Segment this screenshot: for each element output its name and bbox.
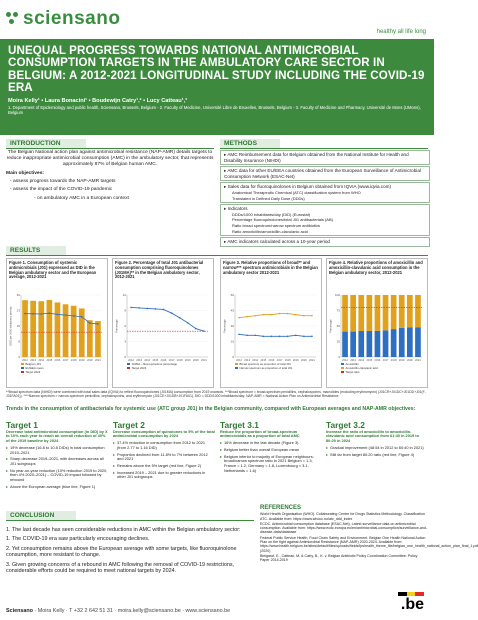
intro-paragraph: The Belgian National action plan against antimicrobial resistance (NAP-AMR) details targets to reduce inappropriate antimicrobial consumption (AMC) in the ambulatory sector, that represents approximately 87% of Belgian human AMC.	[6, 150, 214, 168]
legend-swatch	[341, 363, 344, 365]
figure-4-chart	[329, 291, 425, 383]
target-description: Reduce the proportion of broad-spectrum antimicrobials as a proportion of total AMC	[220, 428, 300, 439]
bar	[342, 332, 348, 357]
y-tick-label: 100	[334, 293, 340, 297]
objective-item: - on ambulatory AMC in a European context	[34, 196, 214, 202]
logo-dots-icon	[6, 12, 20, 26]
x-tick-label: 2012	[236, 359, 242, 362]
y-tick-label: 3	[124, 339, 126, 344]
target-finding: ▸ Increased 2019 – 2021 due to greater reductions in other J01 subgroups	[113, 471, 215, 480]
data-point	[263, 336, 265, 338]
section-results: RESULTS	[6, 246, 66, 255]
footer-org: Sciensano	[6, 608, 33, 614]
y-axis-label: DDD per 1000 inhabitants per day	[9, 306, 13, 346]
y-tick-label: 0	[338, 355, 340, 359]
target-1	[6, 420, 108, 491]
data-point	[295, 335, 297, 337]
x-tick-label: 2020	[86, 359, 93, 362]
objective-item: - assess the impact of the COVID-19 pandemic	[10, 187, 214, 193]
data-point	[238, 317, 240, 319]
x-tick-label: 2020	[406, 359, 413, 362]
y-tick-label: 0	[232, 355, 234, 359]
bar	[350, 295, 356, 332]
legend-swatch	[341, 371, 344, 373]
data-point	[130, 307, 132, 309]
divider	[6, 520, 254, 521]
y-tick-label: 8	[18, 339, 20, 344]
data-point	[287, 336, 289, 338]
affiliations: 1. Department of Epidemiology and public health, Sciensano, Brussels, Belgium - 2. Faculty of Medicine, Université Libre de Bruxelles, Brussels, Belgium - 3. Faculty of Medicine and Pharmacy, Université de Mons (UMons), Belgium	[8, 104, 421, 115]
series-line	[239, 334, 312, 336]
data-point	[263, 314, 265, 316]
data-point	[279, 336, 281, 338]
data-point	[295, 314, 297, 316]
target-title: Target 3.2	[326, 420, 365, 430]
section-introduction: INTRODUCTION	[6, 139, 86, 148]
bar	[55, 302, 61, 357]
data-point	[163, 309, 165, 311]
bar	[350, 332, 356, 357]
legend-swatch	[21, 363, 24, 365]
y-axis-label: Percentage	[329, 319, 333, 333]
methods-subitem: Percentage fluoroquinolones/total J01 antibacterials (AB)	[232, 217, 333, 223]
bar	[87, 320, 93, 357]
data-point	[311, 336, 313, 338]
x-tick-label: 2013	[244, 359, 251, 362]
bar	[367, 331, 373, 357]
legend-label: EU/EEA mean	[25, 366, 44, 370]
data-point	[303, 336, 305, 338]
bar	[391, 329, 397, 357]
authors: Moira Kelly¹ • Laura Bonacini¹ • Boudewijn Catry¹,² • Lucy Catteau¹,³	[8, 97, 187, 104]
bar	[63, 304, 69, 357]
bar	[407, 295, 413, 327]
x-tick-label: 2014	[38, 359, 45, 362]
figure-4	[326, 258, 428, 388]
x-tick-label: 2019	[292, 359, 299, 362]
bar	[375, 295, 381, 331]
methods-subitem: Anatomical Therapeutic Chemical (ATC) classification system from WHO	[232, 189, 361, 195]
data-point	[89, 322, 91, 324]
y-tick-label: 25	[336, 339, 340, 344]
data-point	[138, 307, 140, 309]
data-point	[81, 316, 83, 318]
x-tick-label: 2017	[382, 359, 389, 362]
sciensano-logo	[6, 8, 120, 30]
target-description: Increase the ratio of amoxicillin to amoxicillin-clavulanic acid consumption from 61:40 in 2019 to 80:20 in 2024	[326, 428, 419, 444]
bar	[391, 295, 397, 329]
methods-item: ▸ AMC indicators calculated across a 10-year period	[220, 237, 430, 247]
divider	[6, 255, 428, 256]
methods-subitem: DDDs/1000 inhabitants/day (DID) (Eurostat)	[232, 211, 311, 217]
bar	[415, 295, 421, 327]
data-point	[271, 314, 273, 316]
reference-item: Bielgarot, E., Catteau, M. & Catry, B., K. v. Belgian Antibiotic Policy Coordination Committee. Policy Paper 2014-2019	[260, 553, 418, 563]
figure-2-chart	[115, 291, 211, 383]
data-point	[271, 336, 273, 338]
conclusion-item: 1. The COVID-19 era saw particularly encouraging declines.	[6, 536, 150, 543]
x-tick-label: 2021	[95, 359, 101, 362]
conclusion-body	[6, 524, 254, 577]
figure-1	[6, 258, 108, 388]
legend-label: Belgium J01	[25, 362, 41, 366]
logo-text: sciensano	[23, 8, 121, 29]
x-tick-label: 2014	[144, 359, 151, 362]
target-finding: ▸ Sharp decrease 2019–2021, with decreases across all J01 subgroups	[6, 457, 108, 466]
data-point	[155, 308, 157, 310]
target-description: Decrease consumption of quinolones to 5% of the total antimicrobial consumption by 2024	[113, 428, 215, 439]
x-tick-label: 2012	[128, 359, 134, 362]
series-line	[131, 307, 204, 331]
x-tick-label: 2013	[136, 359, 143, 362]
x-tick-label: 2020	[192, 359, 199, 362]
y-tick-label: 75	[336, 308, 340, 313]
data-point	[246, 335, 248, 337]
methods-subitem: Ratio broad spectrum/narrow spectrum antibiotics	[232, 222, 321, 228]
y-tick-label: 0	[124, 355, 126, 359]
section-conclusion: CONCLUSION	[6, 511, 76, 520]
y-tick-label: 45	[230, 308, 234, 313]
bar	[71, 306, 77, 357]
x-tick-label: 2018	[390, 359, 397, 362]
legend-label: Target 2024	[25, 370, 41, 374]
footer-contact: · Moira Kelly · T +32 2 642 51 31 · moira.kelly@sciensano.be · www.sciensano.be	[32, 608, 231, 614]
series-line	[239, 314, 312, 318]
methods-item: ▸ AMC Reimbursement data for Belgium obtained from the National Institute for Health and Disability Insurance (NIHDI)	[220, 150, 430, 165]
methods-item: ▸ Sales data for fluoroquinolones in Belgium obtained from IQVIA (www.iqvia.com) Anatomical Therapeutic Chemical (ATC) classification system from WHO Translated in Defined Daily Dose (DDDs)	[220, 182, 430, 203]
target-3-2	[326, 420, 428, 459]
x-tick-label: 2018	[284, 359, 291, 362]
bar	[367, 295, 373, 331]
objective-item: - assess progress towards the NAP-AMR targets	[10, 179, 214, 185]
x-tick-label: 2013	[350, 359, 357, 362]
data-point	[24, 313, 26, 315]
data-point	[73, 315, 75, 317]
target-finding: ▸ 19% decrease (16.8 to 10.8 DIDs) in total consumption 2019–2021	[6, 446, 108, 455]
references-title: REFERENCES	[260, 505, 302, 511]
legend-swatch	[21, 371, 24, 373]
methods-item: ▸ AMC data for other EU/EEA countries obtained from the European Surveillance of Antimicrobial Consumption Network (ESAC-Net)	[220, 166, 430, 181]
y-tick-label: 15	[230, 339, 234, 344]
target-finding: ▸ 16% decrease in the last decade (Figure 3)	[220, 441, 322, 446]
x-tick-label: 2015	[366, 359, 373, 362]
data-point	[32, 313, 34, 315]
x-tick-label: 2018	[176, 359, 183, 362]
tagline: healthy all life long	[376, 29, 426, 35]
divider	[6, 148, 214, 149]
x-tick-label: 2017	[168, 359, 175, 362]
data-point	[187, 322, 189, 324]
introduction-body	[6, 150, 214, 204]
reference-item: ECDC. Antimicrobial consumption database (ESAC-Net). Latest surveillance data on antimicrobial consumption. Available from: https://www.ecdc.europa.eu/en/antimicrobial-consumption/surveillance-and-disease-data/database	[260, 521, 428, 535]
target-finding: ▸ Belgium better than overall European mean	[220, 448, 322, 453]
x-tick-label: 2021	[415, 359, 421, 362]
legend-label: Amoxicillin	[345, 362, 359, 366]
bar	[47, 300, 53, 357]
data-point	[238, 333, 240, 335]
target-finding: ▸ Above the European average (blue line, Figure 1)	[6, 485, 108, 490]
data-point	[311, 315, 313, 317]
x-tick-label: 2021	[309, 359, 315, 362]
target-finding: ▸ Belgium inferior to majority of European neighbours: broad/narrow spectrum ratio in 2021 Belgium = 1.3, France = 1.2, Germany = 1.8, Luxembourg = 3.1, Netherlands = 1.6)	[220, 455, 322, 474]
target-finding: ▸ Gradual improvement (48:54 in 2012 to 60:40 in 2021)	[326, 446, 428, 451]
divider	[220, 148, 428, 149]
legend-swatch	[127, 367, 130, 369]
conclusion-item: 1. The last decade has seen considerable reductions in AMC within the Belgian ambulatory sector:	[6, 527, 241, 533]
bar	[383, 295, 389, 330]
target-finding: ▸ Still far from target 80:20 ratio (red line, Figure 4)	[326, 453, 428, 458]
y-tick-label: 15	[16, 324, 20, 328]
legend-label: Target ratio	[345, 370, 360, 374]
y-tick-label: 9	[124, 308, 126, 313]
legend-swatch	[235, 367, 238, 369]
target-finding: ▸ Remains above the 5% target (red line, Figure 2)	[113, 464, 215, 469]
bar	[79, 308, 85, 357]
section-methods: METHODS	[220, 139, 280, 148]
target-description: Decrease total antimicrobial consumption (in DID) by X to 10% each year to reach an overall reduction of 40% of the 2019 baseline by 2024	[6, 428, 108, 444]
x-tick-label: 2013	[30, 359, 37, 362]
y-tick-label: 60	[230, 293, 234, 297]
title-band	[0, 39, 434, 135]
bar	[415, 327, 421, 357]
x-tick-label: 2017	[62, 359, 69, 362]
bar	[358, 295, 364, 331]
figure-caption: Figure 4. Relative proportions of amoxicillin and amoxicillin-clavulanic acid consumption in the Belgian ambulatory sector, 2012-2021	[329, 260, 423, 275]
legend-swatch	[341, 367, 344, 369]
legend-swatch	[235, 363, 238, 365]
data-point	[40, 313, 42, 315]
legend-swatch	[21, 367, 24, 369]
trends-heading: Trends in the consumption of antibacterials for systemic use (ATC group J01) in the Belgian community, compared with European averages and NAP-AMR objectives:	[6, 406, 416, 412]
x-tick-label: 2016	[160, 359, 167, 362]
references	[260, 505, 478, 564]
conclusion-item: 3. Given growing concerns of a rebound in AMC following the removal of COVID-19 restrictions, considerable efforts could be required to meet national targets by 2024.	[6, 561, 235, 575]
header	[0, 0, 434, 38]
methods-subitem: Ratio amoxicillin/amoxicillin-clavulanic acid	[232, 228, 308, 234]
bar	[22, 300, 28, 357]
data-point	[97, 323, 99, 325]
figure-2	[112, 258, 214, 388]
be-badge: .be	[400, 596, 424, 613]
target-finding: ▸ 37.4% reduction in consumption from 2012 to 2021 (from 2.77 to 1.16 DID)	[113, 441, 215, 450]
y-tick-label: 0	[18, 355, 20, 359]
y-tick-label: 6	[124, 324, 126, 328]
methods-body	[220, 150, 430, 248]
bar	[399, 295, 405, 328]
reference-item: Federal Public Service Health, Food Chain Safety and Environment. Belgian One Health National Action Plan on the fight against Antimicrobial Resistance (NAP-AMR) 2020-2024. Available from: https://www.health.belgium.be/sites/default/files/uploads/fields/fpshealth_theme_file/belgian_one_health_national_action_plan_final_1.pdf (2020)	[260, 535, 478, 553]
y-tick-label: 12	[122, 293, 126, 297]
conclusion-item: 2. Yet consumption remains above the European average with some targets, like fluoroquinolone consumption, more resistant to change.	[6, 545, 237, 559]
x-tick-label: 2016	[268, 359, 275, 362]
bar	[342, 295, 348, 332]
bar	[407, 327, 413, 357]
bar	[358, 331, 364, 357]
bar	[383, 330, 389, 357]
figure-3-chart	[223, 291, 319, 383]
x-tick-label: 2015	[260, 359, 267, 362]
reference-item: World Health Organisation (WHO). Collaborating Centre for Drugs Statistics Methodology. Classification ATC. Available from: https://www.whocc.no/atc_ddd_index	[260, 512, 425, 521]
target-title: Target 1	[6, 420, 38, 430]
x-tick-label: 2015	[46, 359, 53, 362]
target-title: Target 3.1	[220, 420, 259, 430]
target-2	[113, 420, 215, 482]
target-title: Target 2	[113, 420, 145, 430]
x-tick-label: 2015	[152, 359, 159, 362]
data-point	[254, 315, 256, 317]
x-tick-label: 2014	[252, 359, 259, 362]
figure-caption: Figure 1. Consumption of systemic antimicrobials (J01) expressed as DID in the Belgian ambulatory sector and the European average, 2012-2021	[9, 260, 97, 280]
bar	[38, 301, 44, 357]
target-finding: ▸ No year-on-year reduction (10% reduction 2019 to 2020, then 4% 2020–2021) – COVID-19 impact followed by rebound	[6, 469, 108, 483]
data-point	[287, 313, 289, 315]
y-tick-label: 30	[230, 324, 234, 328]
data-point	[146, 308, 148, 310]
footer	[0, 604, 434, 620]
legend-label: Narrow spectrum as proportion of total J01	[239, 366, 293, 370]
data-point	[246, 316, 248, 318]
x-tick-label: 2017	[276, 359, 283, 362]
data-point	[179, 317, 181, 319]
y-axis-label: Percentage	[115, 319, 119, 333]
figures-footnote: **Broad spectrum data (NIHDI) were combined with total sales data (IQVIA) to reflect fluoroquinolones (J01MA) consumption from 2019 onwards. ***Broad spectrum = broad-spectrum penicillins, cephalosporins, macrolides (excluding erythromycin) (J01CR+J01DC+J01DD+J01(F-J01FA01)). ****Narrow spectrum = narrow-spectrum penicillins, cephalosporins, and erythromycin (J01CE+J01DB+J01FA01). DID = DDD/1000 inhabitants/day; NAP-AMR = National Action Plan on Antimicrobial Resistance	[6, 390, 426, 398]
data-point	[303, 315, 305, 317]
x-tick-label: 2019	[184, 359, 191, 362]
bar	[399, 328, 405, 357]
target-finding: ▸ Proportion declined from 11.8% to 7% between 2012 and 2021	[113, 453, 215, 462]
target-3-1	[220, 420, 322, 475]
methods-item: ▸ Indicators DDDs/1000 inhabitants/day (DID) (Eurostat) Percentage fluoroquinolones/total J01 antibacterials (AB) Ratio broad spectrum/narrow spectrum antibiotics Ratio amoxicillin/amoxicillin-clavulanic acid	[220, 204, 430, 236]
x-tick-label: 2016	[374, 359, 381, 362]
legend-swatch	[127, 363, 130, 365]
legend-label: J01MA – fluoroquinolone percentage	[131, 362, 178, 366]
x-tick-label: 2019	[78, 359, 85, 362]
poster-title: UNEQUAL PROGRESS TOWARDS NATIONAL ANTIMICROBIAL CONSUMPTION TARGETS IN THE AMBULATORY CARE SECTOR IN BELGIUM: A 2012-2021 LONGITUDINAL STUDY INCLUDING THE COVID-19 ERA	[8, 44, 425, 95]
figure-caption: Figure 2. Percentage of total J01 antibacterial consumption comprising fluoroquinolones (J01MA)** in the Belgian ambulatory sector, 2012-2021	[115, 260, 204, 280]
y-tick-label: 50	[336, 324, 340, 328]
main-objectives-label: Main objectives:	[6, 171, 45, 177]
data-point	[57, 314, 59, 316]
y-axis-label: Percentage	[223, 319, 227, 333]
data-point	[65, 314, 67, 316]
data-point	[279, 313, 281, 315]
x-tick-label: 2016	[54, 359, 61, 362]
figure-caption: Figure 3. Relative proportions of broad** and narrow*** spectrum antimicrobials in the Belgian ambulatory sector 2012-2021	[223, 260, 318, 275]
legend-label: Amoxicillin-clavulanic acid	[345, 366, 378, 370]
legend-label: Target 2024	[131, 366, 147, 370]
data-point	[49, 312, 51, 314]
data-point	[171, 312, 173, 314]
x-tick-label: 2018	[70, 359, 77, 362]
bar	[30, 301, 36, 357]
x-tick-label: 2014	[358, 359, 365, 362]
y-tick-label: 23	[16, 308, 20, 313]
bar	[375, 331, 381, 357]
x-tick-label: 2021	[201, 359, 207, 362]
data-point	[195, 328, 197, 330]
x-tick-label: 2020	[300, 359, 307, 362]
methods-subitem: Translated in Defined Daily Dose (DDDs)	[232, 195, 305, 201]
x-tick-label: 2012	[22, 359, 28, 362]
x-tick-label: 2012	[342, 359, 348, 362]
bar	[95, 321, 101, 357]
figure-1-chart	[9, 291, 105, 383]
figure-3	[220, 258, 322, 388]
x-tick-label: 2019	[398, 359, 405, 362]
legend-label: Broad spectrum as proportion of total J01	[239, 362, 291, 366]
y-tick-label: 30	[16, 293, 20, 297]
data-point	[254, 335, 256, 337]
